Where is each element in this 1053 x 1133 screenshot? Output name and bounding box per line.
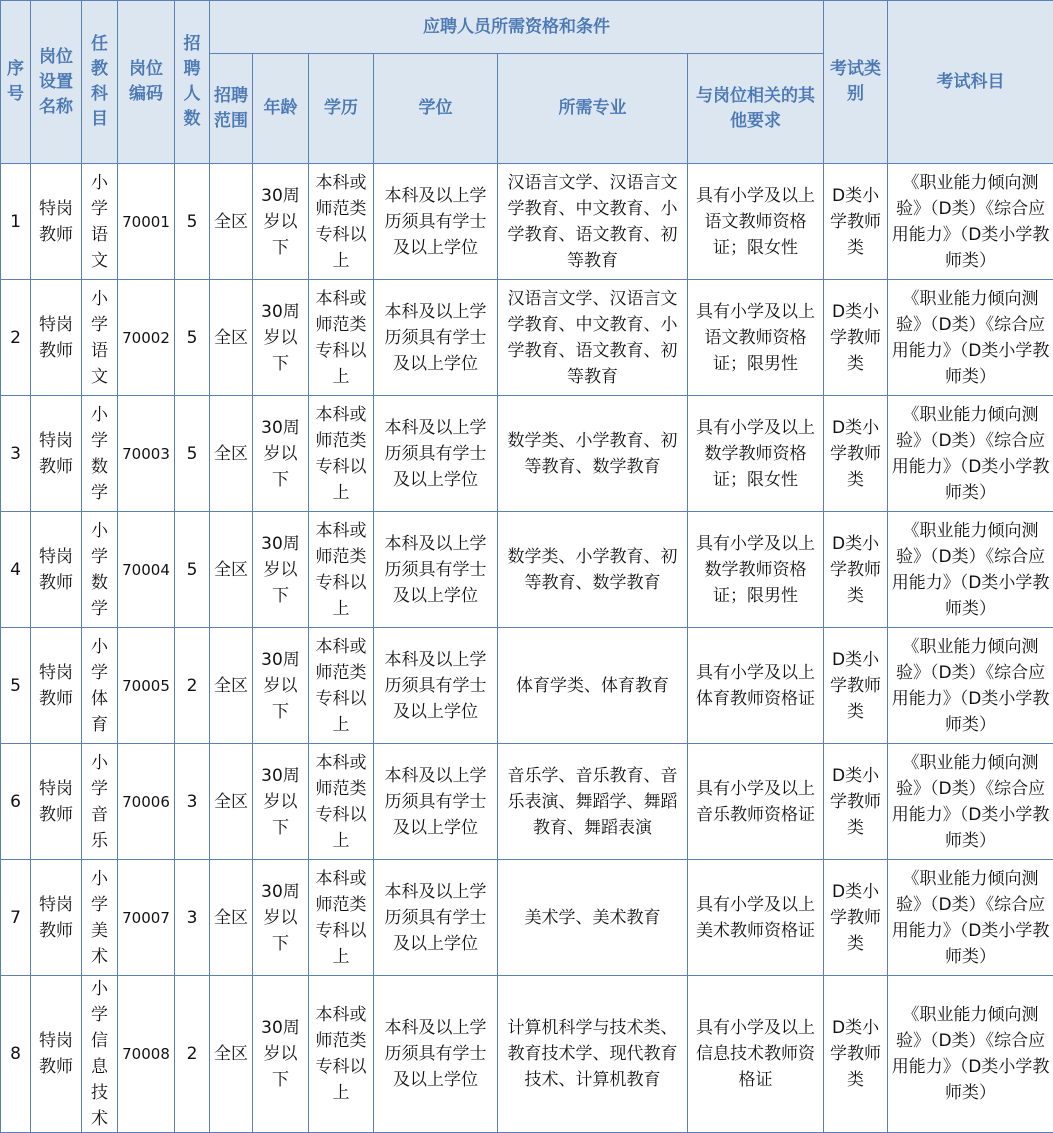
cell-subject: 小学美术 (82, 860, 118, 976)
table-row (1, 512, 1053, 628)
cell-subject: 小学数学 (82, 512, 118, 628)
cell-count: 5 (175, 512, 210, 628)
cell-major: 汉语言文学、汉语言文学教育、中文教育、小学教育、语文教育、初等教育 (498, 280, 688, 396)
cell-count: 5 (175, 280, 210, 396)
cell-education: 本科或师范类专科以上 (309, 860, 374, 976)
header-scope: 招聘范围 (210, 54, 253, 164)
cell-seq: 5 (1, 628, 31, 744)
cell-major: 体育学类、体育教育 (498, 628, 688, 744)
cell-other: 具有小学及以上美术教师资格证 (688, 860, 824, 976)
table-row (1, 628, 1053, 744)
header-post-name: 岗位设置名称 (31, 1, 82, 164)
cell-post-code: 70001 (118, 164, 175, 280)
cell-exam-type: D类小学教师类 (824, 628, 888, 744)
cell-other: 具有小学及以上音乐教师资格证 (688, 744, 824, 860)
cell-count: 2 (175, 976, 210, 1133)
header-qualifications-group: 应聘人员所需资格和条件 (210, 1, 824, 54)
header-subject: 任教科目 (82, 1, 118, 164)
cell-age: 30周岁以下 (253, 744, 309, 860)
cell-scope: 全区 (210, 396, 253, 512)
cell-exam-subjects: 《职业能力倾向测验》（D类）《综合应用能力》（D类小学教师类） (888, 512, 1053, 628)
table-row (1, 280, 1053, 396)
cell-seq: 4 (1, 512, 31, 628)
cell-post-code: 70007 (118, 860, 175, 976)
cell-exam-subjects: 《职业能力倾向测验》（D类）《综合应用能力》（D类小学教师类） (888, 744, 1053, 860)
cell-subject: 小学语文 (82, 280, 118, 396)
cell-education: 本科或师范类专科以上 (309, 164, 374, 280)
cell-other: 具有小学及以上数学教师资格证；限男性 (688, 512, 824, 628)
cell-subject: 小学音乐 (82, 744, 118, 860)
cell-scope: 全区 (210, 860, 253, 976)
cell-count: 3 (175, 744, 210, 860)
cell-post-name: 特岗教师 (31, 512, 82, 628)
cell-education: 本科或师范类专科以上 (309, 628, 374, 744)
cell-post-name: 特岗教师 (31, 628, 82, 744)
cell-scope: 全区 (210, 164, 253, 280)
cell-seq: 1 (1, 164, 31, 280)
cell-count: 5 (175, 164, 210, 280)
cell-subject: 小学语文 (82, 164, 118, 280)
cell-exam-subjects: 《职业能力倾向测验》（D类）《综合应用能力》（D类小学教师类） (888, 628, 1053, 744)
cell-degree: 本科及以上学历须具有学士及以上学位 (374, 280, 498, 396)
cell-age: 30周岁以下 (253, 976, 309, 1133)
cell-exam-subjects: 《职业能力倾向测验》（D类）《综合应用能力》（D类小学教师类） (888, 396, 1053, 512)
cell-major: 汉语言文学、汉语言文学教育、中文教育、小学教育、语文教育、初等教育 (498, 164, 688, 280)
cell-exam-type: D类小学教师类 (824, 744, 888, 860)
cell-other: 具有小学及以上信息技术教师资格证 (688, 976, 824, 1133)
cell-seq: 3 (1, 396, 31, 512)
cell-post-name: 特岗教师 (31, 860, 82, 976)
table-row (1, 860, 1053, 976)
cell-post-name: 特岗教师 (31, 280, 82, 396)
cell-post-code: 70006 (118, 744, 175, 860)
cell-seq: 8 (1, 976, 31, 1133)
cell-exam-type: D类小学教师类 (824, 860, 888, 976)
cell-age: 30周岁以下 (253, 860, 309, 976)
table-row (1, 164, 1053, 280)
cell-other: 具有小学及以上体育教师资格证 (688, 628, 824, 744)
header-other: 与岗位相关的其他要求 (688, 54, 824, 164)
cell-other: 具有小学及以上语文教师资格证；限男性 (688, 280, 824, 396)
cell-count: 2 (175, 628, 210, 744)
cell-subject: 小学体育 (82, 628, 118, 744)
table-row (1, 396, 1053, 512)
cell-other: 具有小学及以上语文教师资格证；限女性 (688, 164, 824, 280)
cell-degree: 本科及以上学历须具有学士及以上学位 (374, 744, 498, 860)
cell-exam-type: D类小学教师类 (824, 976, 888, 1133)
cell-count: 3 (175, 860, 210, 976)
header-seq: 序号 (1, 1, 31, 164)
cell-degree: 本科及以上学历须具有学士及以上学位 (374, 976, 498, 1133)
cell-post-name: 特岗教师 (31, 164, 82, 280)
cell-degree: 本科及以上学历须具有学士及以上学位 (374, 164, 498, 280)
header-exam-type: 考试类别 (824, 1, 888, 164)
header-count: 招聘人数 (175, 1, 210, 164)
cell-exam-subjects: 《职业能力倾向测验》（D类）《综合应用能力》（D类小学教师类） (888, 280, 1053, 396)
cell-education: 本科或师范类专科以上 (309, 976, 374, 1133)
cell-exam-type: D类小学教师类 (824, 280, 888, 396)
cell-age: 30周岁以下 (253, 280, 309, 396)
cell-age: 30周岁以下 (253, 164, 309, 280)
cell-exam-subjects: 《职业能力倾向测验》（D类）《综合应用能力》（D类小学教师类） (888, 976, 1053, 1133)
cell-exam-type: D类小学教师类 (824, 396, 888, 512)
header-age: 年龄 (253, 54, 309, 164)
cell-exam-type: D类小学教师类 (824, 512, 888, 628)
cell-degree: 本科及以上学历须具有学士及以上学位 (374, 396, 498, 512)
cell-post-code: 70008 (118, 976, 175, 1133)
cell-subject: 小学信息技术 (82, 976, 118, 1133)
cell-degree: 本科及以上学历须具有学士及以上学位 (374, 628, 498, 744)
table-row (1, 744, 1053, 860)
cell-exam-subjects: 《职业能力倾向测验》（D类）《综合应用能力》（D类小学教师类） (888, 860, 1053, 976)
cell-post-code: 70002 (118, 280, 175, 396)
header-education: 学历 (309, 54, 374, 164)
cell-post-code: 70005 (118, 628, 175, 744)
cell-post-name: 特岗教师 (31, 744, 82, 860)
cell-seq: 7 (1, 860, 31, 976)
cell-education: 本科或师范类专科以上 (309, 744, 374, 860)
table-row (1, 976, 1053, 1133)
cell-major: 计算机科学与技术类、教育技术学、现代教育技术、计算机教育 (498, 976, 688, 1133)
cell-other: 具有小学及以上数学教师资格证；限女性 (688, 396, 824, 512)
cell-education: 本科或师范类专科以上 (309, 512, 374, 628)
cell-education: 本科或师范类专科以上 (309, 396, 374, 512)
cell-age: 30周岁以下 (253, 628, 309, 744)
cell-major: 数学类、小学教育、初等教育、数学教育 (498, 396, 688, 512)
cell-exam-type: D类小学教师类 (824, 164, 888, 280)
cell-age: 30周岁以下 (253, 396, 309, 512)
cell-scope: 全区 (210, 280, 253, 396)
cell-count: 5 (175, 396, 210, 512)
cell-degree: 本科及以上学历须具有学士及以上学位 (374, 860, 498, 976)
header-exam-subjects: 考试科目 (888, 1, 1053, 164)
cell-scope: 全区 (210, 628, 253, 744)
cell-major: 数学类、小学教育、初等教育、数学教育 (498, 512, 688, 628)
cell-exam-subjects: 《职业能力倾向测验》（D类）《综合应用能力》（D类小学教师类） (888, 164, 1053, 280)
cell-post-name: 特岗教师 (31, 976, 82, 1133)
cell-seq: 6 (1, 744, 31, 860)
cell-major: 美术学、美术教育 (498, 860, 688, 976)
cell-scope: 全区 (210, 512, 253, 628)
cell-education: 本科或师范类专科以上 (309, 280, 374, 396)
cell-scope: 全区 (210, 976, 253, 1133)
cell-degree: 本科及以上学历须具有学士及以上学位 (374, 512, 498, 628)
header-degree: 学位 (374, 54, 498, 164)
cell-subject: 小学数学 (82, 396, 118, 512)
cell-major: 音乐学、音乐教育、音乐表演、舞蹈学、舞蹈教育、舞蹈表演 (498, 744, 688, 860)
header-major: 所需专业 (498, 54, 688, 164)
cell-post-code: 70003 (118, 396, 175, 512)
header-row-group (1, 1, 1053, 54)
cell-seq: 2 (1, 280, 31, 396)
cell-age: 30周岁以下 (253, 512, 309, 628)
header-post-code: 岗位编码 (118, 1, 175, 164)
cell-post-name: 特岗教师 (31, 396, 82, 512)
cell-post-code: 70004 (118, 512, 175, 628)
cell-scope: 全区 (210, 744, 253, 860)
